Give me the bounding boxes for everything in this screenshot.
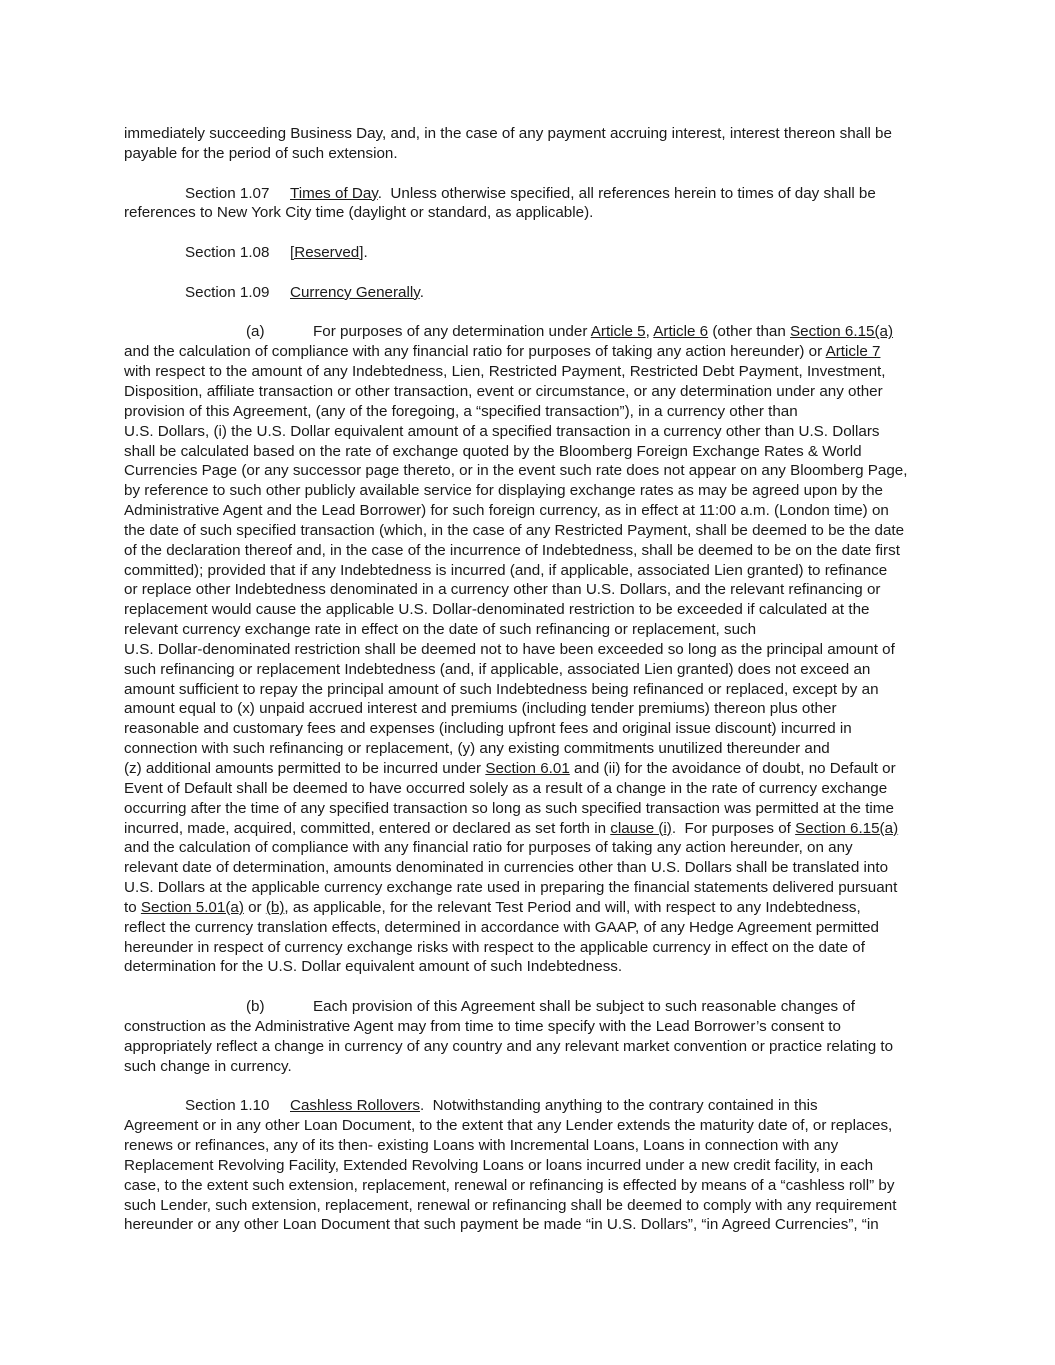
paragraph-label: Section 1.10 [185,1097,270,1115]
text-line [124,640,936,660]
text-run: amount sufficient to repay the principal amount of such Indebtedness being refinanced or replaced, except by an [124,680,879,698]
text-run: (other than [708,323,791,341]
text-line [124,719,936,739]
text-line [124,759,936,779]
text-run: connection with such refinancing or replacement, (y) any existing commitments unutilized thereunder and [124,740,830,758]
text-run: reflect the currency translation effects, determined in accordance with GAAP, of any Hedge Agreement permitted [124,918,879,936]
first-line-indent [124,296,185,297]
text-run: replacement would cause the applicable U.S. Dollar-denominated restriction to be exceeded if calculated at the [124,601,870,619]
text-run: . Unless otherwise specified, all references herein to times of day shall be [377,184,876,202]
text-run: relevant currency exchange rate in effect on the date of such refinancing or replacement, such [124,621,757,639]
first-line-indent [124,335,246,336]
text-run: , as applicable, for the relevant Test Period and will, with respect to any Indebtedness, [284,898,861,916]
paragraph-label: (b) [246,998,265,1016]
text-line [124,1156,936,1176]
text-line [124,521,936,541]
text-line [124,342,936,362]
underlined-reference: Article 5 [590,323,646,341]
text-line [124,997,936,1017]
first-line-indent [124,1109,185,1110]
text-line [124,699,936,719]
underlined-reference: Section 5.01(a) [140,898,244,916]
text-run: Agreement or in any other Loan Document, to the extent that any Lender extends the maturity date of, or replaces, [124,1117,893,1135]
first-line-indent [124,1010,246,1011]
text-run: such refinancing or replacement Indebtedness (and, if applicable, associated Lien granted) does not exceed an [124,660,871,678]
text-line [124,561,936,581]
text-run: determination for the U.S. Dollar equivalent amount of such Indebtedness. [124,958,623,976]
underlined-reference: Section 6.15(a) [790,323,894,341]
text-run: shall be calculated based on the rate of exchange quoted by the Bloomberg Foreign Exchange Rates & World [124,442,862,460]
text-line [124,481,936,501]
text-run: U.S. Dollars at the applicable currency exchange rate used in preparing the financial statements delivered pursuant [124,879,898,897]
paragraph-section-1-08 [124,243,936,263]
underlined-reference: (b) [265,898,285,916]
text-run: Currencies Page (or any successor page thereto, or in the event such rate does not appear on any Bloomberg Page, [124,462,908,480]
text-line [124,779,936,799]
paragraph-section-1-09 [124,283,936,303]
text-run: case, to the extent such extension, replacement, renewal or refinancing is effected by means of a “cashless roll” by [124,1176,895,1194]
text-line [124,184,936,204]
text-line [124,283,936,303]
text-run: and the calculation of compliance with any financial ratio for purposes of taking any action hereunder) or [124,343,826,361]
text-run: . Notwithstanding anything to the contrary contained in this [419,1097,818,1115]
text-line [124,501,936,521]
underlined-reference: Section 6.01 [485,760,570,777]
text-line [124,898,936,918]
text-run: provision of this Agreement, (any of the foregoing, a “specified transaction”), in a currency other than [124,402,798,420]
text-run: committed); provided that if any Indebtedness is incurred (and, if applicable, associated Lien granted) to refinance [124,561,888,579]
paragraph-label: (a) [246,323,265,341]
text-run: Disposition, affiliate transaction or other transaction, event or circumstance, or any determination under any other [124,382,883,400]
underlined-reference: Times of Day [290,184,378,202]
paragraph-section-1-10 [124,1096,936,1235]
text-run: amount equal to (x) unpaid accrued interest and premiums (including tender premiums) thereon plus other [124,700,837,718]
text-line [124,878,936,898]
text-run: . [419,283,424,301]
text-run: Administrative Agent and the Lead Borrower) for such foreign currency, as in effect at 11:00 a.m. (London time) on [124,502,889,520]
text-line [124,442,936,462]
text-run: or [243,898,266,916]
text-run: renews or refinances, any of its then- existing Loans with Incremental Loans, Loans in connection with any [124,1137,839,1155]
text-run: occurring after the time of any specified transaction so long as such specified transaction was permitted at the time [124,799,894,817]
text-run: hereunder or any other Loan Document that such payment be made “in U.S. Dollars”, “in Agreed Currencies”, “in [124,1216,879,1234]
text-run: (z) additional amounts permitted to be incurred under [124,760,486,777]
text-run: U.S. Dollar-denominated restriction shall be deemed not to have been exceeded so long as the principal amount of [124,640,895,658]
text-line [124,1136,936,1156]
text-run: by reference to such other publicly available service for displaying exchange rates as may be agreed upon by the [124,482,883,500]
text-run: reasonable and customary fees and expenses (including upfront fees and original issue discount) incurred in [124,720,852,738]
text-line [124,144,936,164]
text-run: construction as the Administrative Agent may from time to time specify with the Lead Borrower’s consent to [124,1017,841,1035]
text-run: to [124,898,141,916]
underlined-reference: [Reserved] [290,244,364,262]
first-line-indent [124,197,185,198]
text-line [124,1215,936,1235]
text-line [124,819,936,839]
document-body [124,124,936,1235]
text-run: Event of Default shall be deemed to have occurred solely as a result of a change in the rate of currency exchange [124,779,888,797]
text-run: appropriately reflect a change in currency of any country and any relevant market convention or practice relating to [124,1037,894,1055]
paragraph-section-1-07 [124,184,936,224]
text-line [124,322,936,342]
text-line [124,838,936,858]
text-line [124,620,936,640]
text-line [124,1057,936,1077]
text-line [124,799,936,819]
first-line-indent [124,256,185,257]
text-run: and (ii) for the avoidance of doubt, no Default or [569,760,896,777]
text-line [124,382,936,402]
text-run: incurred, made, acquired, committed, entered or declared as set forth in [124,819,611,837]
text-run: such Lender, such extension, replacement, renewal or refinancing shall be deemed to comply with any requirement [124,1196,897,1214]
paragraph-label: Section 1.09 [185,283,270,301]
text-line [124,541,936,561]
text-line [124,1196,936,1216]
text-run: immediately succeeding Business Day, and, in the case of any payment accruing interest, interest thereon shall be [124,125,892,142]
text-line [124,600,936,620]
text-line [124,957,936,977]
text-run: hereunder in respect of currency exchange risks with respect to the applicable currency in effect on the date of [124,938,865,956]
text-line [124,402,936,422]
underlined-reference: Article 7 [825,343,881,361]
text-line [124,422,936,442]
text-line [124,918,936,938]
text-line [124,203,936,223]
underlined-reference: Currency Generally [290,283,420,301]
underlined-reference: Cashless Rollovers [290,1097,420,1115]
text-run: payable for the period of such extension. [124,144,398,162]
paragraph-continuation [124,124,936,164]
text-run: and the calculation of compliance with any financial ratio for purposes of taking any action hereunder, on any [124,839,853,857]
text-line [124,1037,936,1057]
text-run: U.S. Dollars, (i) the U.S. Dollar equivalent amount of a specified transaction in a currency other than U.S. Dollars [124,422,880,440]
underlined-reference: clause (i) [610,819,672,837]
text-run: with respect to the amount of any Indebtedness, Lien, Restricted Payment, Restricted Debt Payment, Investment, [124,363,886,381]
text-line [124,1017,936,1037]
text-run: Each provision of this Agreement shall be subject to such reasonable changes of [313,998,856,1016]
text-line [124,680,936,700]
underlined-reference: Section 6.15(a) [795,819,899,837]
text-run: the date of such specified transaction (which, in the case of any Restricted Payment, shall be deemed to be the date [124,521,905,539]
text-line [124,739,936,759]
text-run: For purposes of any determination under [313,323,591,341]
text-line [124,243,936,263]
text-run: Replacement Revolving Facility, Extended Revolving Loans or loans incurred under a new credit facility, in each [124,1156,874,1174]
text-run: , [645,323,654,341]
underlined-reference: Article 6 [653,323,709,341]
text-run: of the declaration thereof and, in the case of the incurrence of Indebtedness, shall be deemed to be on the date first [124,541,900,559]
text-line [124,1096,936,1116]
text-run: or replace other Indebtedness denominated in a currency other than U.S. Dollars, and the relevant refinancing or [124,581,881,599]
text-line [124,461,936,481]
text-line [124,1116,936,1136]
paragraph-label: Section 1.08 [185,244,270,262]
paragraph-label: Section 1.07 [185,184,270,202]
text-line [124,938,936,958]
text-run: references to New York City time (daylight or standard, as applicable). [124,204,594,222]
text-line [124,858,936,878]
text-line [124,362,936,382]
text-run: . [363,244,368,262]
text-line [124,1176,936,1196]
text-line [124,660,936,680]
paragraph-subsection-b [124,997,936,1076]
text-run: relevant date of determination, amounts denominated in currencies other than U.S. Dollars shall be translated into [124,859,889,877]
text-run: . For purposes of [671,819,796,837]
text-line [124,580,936,600]
text-line [124,124,936,144]
text-run: such change in currency. [124,1057,292,1075]
paragraph-subsection-a [124,322,936,977]
